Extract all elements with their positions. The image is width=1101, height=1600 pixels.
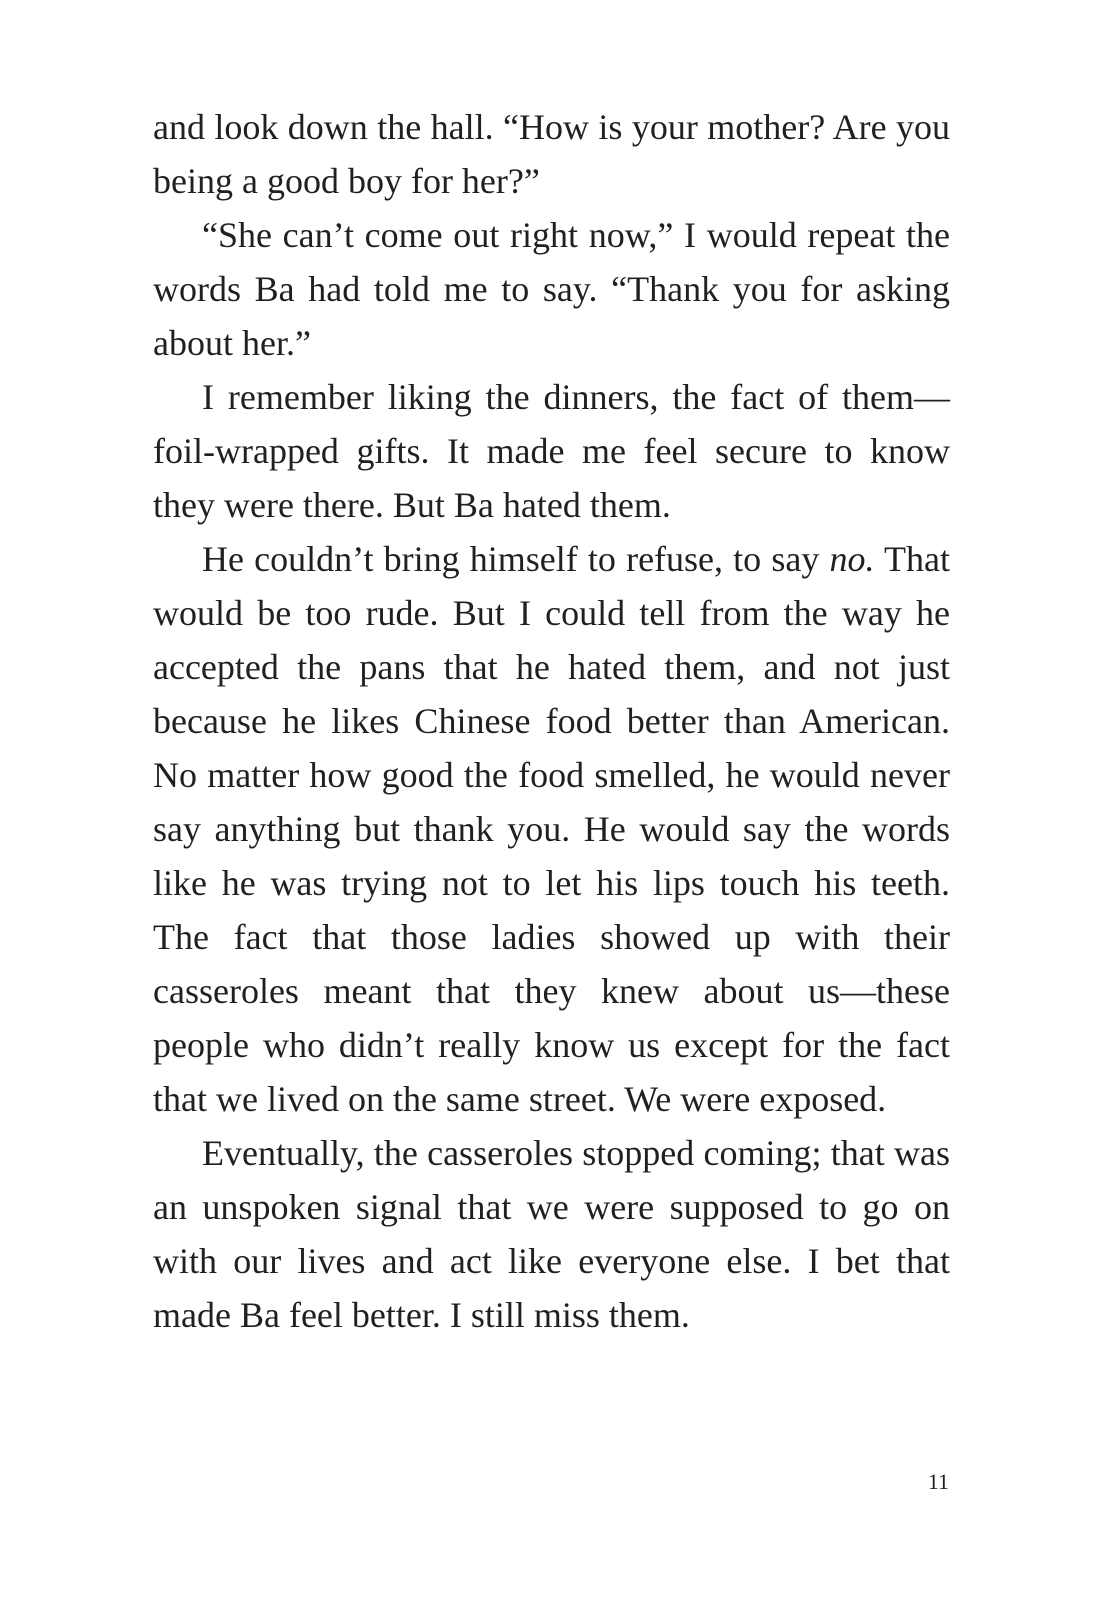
paragraph-1: and look down the hall. “How is your mother? Are you being a good boy for her?”: [153, 107, 950, 201]
page-number: 11: [927, 1469, 949, 1494]
paragraph-5: Eventually, the casseroles stopped coming; that was an unspoken signal that we were supposed to go on with our lives and act like everyone else. I bet that made Ba feel better. I still miss them.: [153, 1133, 950, 1335]
paragraph-2: “She can’t come out right now,” I would repeat the words Ba had told me to say. “Thank you for asking about her.”: [153, 215, 950, 363]
paragraph-4: [153, 532, 950, 1126]
paragraph-4-start: He couldn’t bring himself to refuse, to say: [202, 539, 830, 579]
paragraph-4-end: That would be too rude. But I could tell from the way he accepted the pans that he hated them, and not just because he likes Chinese food better than American. No matter how good the food smelled, he would never say anything but thank you. He would say the words like he was trying not to let his lips touch his teeth. The fact that those ladies showed up with their casseroles meant that they knew about us—these people who didn’t really know us except for the fact that we lived on the same street. We were exposed.: [153, 539, 950, 1119]
body-text: [153, 100, 950, 1342]
paragraph-3: I remember liking the dinners, the fact of them—foil-wrapped gifts. It made me feel secure to know they were there. But Ba hated them.: [153, 377, 950, 525]
emphasis-no: no.: [829, 539, 875, 579]
